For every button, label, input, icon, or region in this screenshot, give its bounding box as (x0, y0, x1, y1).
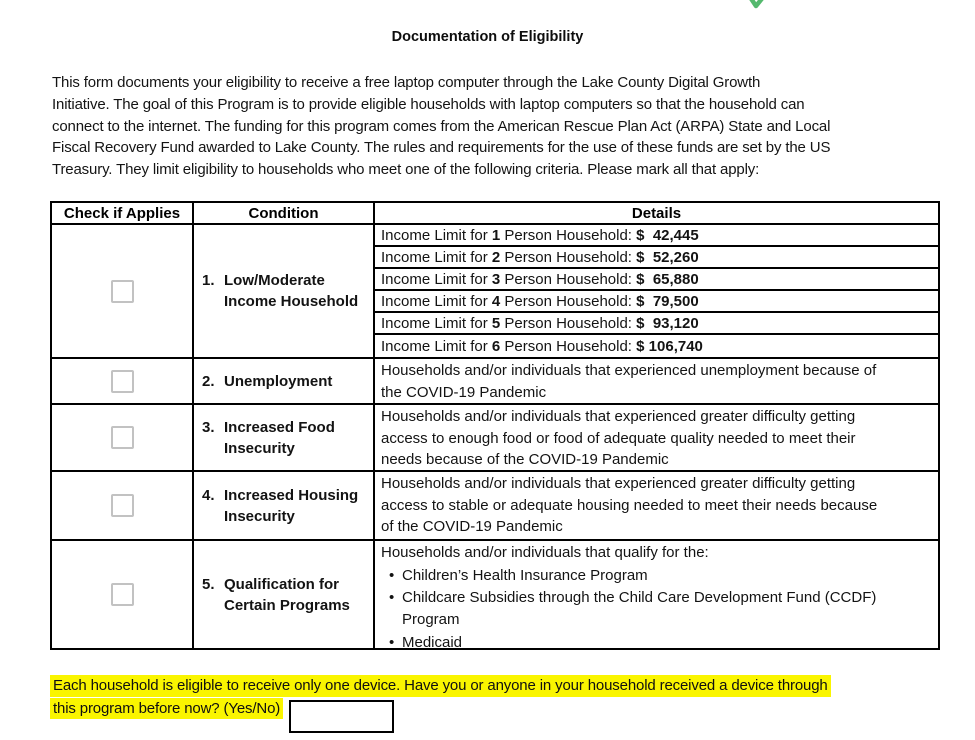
header-details: Details (631, 204, 682, 222)
income-limit-text: Income Limit for (381, 337, 488, 355)
details-cell (375, 472, 938, 539)
details-line: of the COVID-19 Pandemic (381, 518, 563, 536)
income-amount: $ 79,500 (636, 292, 699, 310)
table-row (52, 405, 938, 472)
income-amount: $ 93,120 (636, 314, 699, 332)
header-condition: Condition (194, 203, 375, 223)
bullet-icon: • (389, 633, 395, 651)
intro-line: This form documents your eligibility to receive a free laptop computer through the Lake County Digital Growth (52, 74, 761, 91)
income-amount: $ 42,445 (636, 226, 699, 244)
income-amount: $ 52,260 (636, 248, 699, 266)
intro-line: Fiscal Recovery Fund awarded to Lake County. The rules and requirements for the use of these funds are set by the US (52, 139, 831, 157)
income-limit-row (375, 335, 938, 357)
intro-line: connect to the internet. The funding for this program comes from the American Rescue Plan Act (ARPA) State and Local (52, 117, 831, 135)
condition-cell (194, 472, 375, 539)
bullet-text: Children’s Health Insurance Program (402, 566, 648, 584)
check-cell (52, 225, 194, 357)
condition-number: 5. (202, 575, 215, 593)
check-cell (52, 541, 194, 648)
device-question-section (50, 675, 831, 733)
household-size: 2 (491, 248, 501, 266)
income-limit-row (375, 247, 938, 269)
details-line: access to enough food or food of adequate quality needed to meet their (381, 429, 856, 447)
condition-cell (194, 359, 375, 403)
condition-text: Insecurity (224, 439, 295, 457)
page-title: Documentation of Eligibility (391, 29, 584, 45)
condition-text: Certain Programs (224, 596, 350, 614)
income-limit-row (375, 269, 938, 291)
condition-text: Increased Food (224, 418, 335, 436)
income-limit-text: Person Household: (504, 314, 632, 332)
income-limit-text: Person Household: (504, 292, 632, 310)
income-limit-text: Income Limit for (381, 314, 488, 332)
checkbox-condition-4[interactable] (111, 494, 134, 517)
income-limit-text: Person Household: (504, 248, 632, 266)
income-limit-text: Income Limit for (381, 270, 488, 288)
highlighted-question-line: Each household is eligible to receive only one device. Have you or anyone in your household received a device through (50, 675, 831, 697)
details-line: access to stable or adequate housing needed to meet their needs because (381, 496, 878, 514)
details-cell (375, 405, 938, 470)
details-cell (375, 225, 938, 357)
details-line: Households and/or individuals that experienced greater difficulty getting (381, 408, 856, 425)
condition-text: Qualification for (224, 575, 340, 593)
details-line: Households and/or individuals that experienced greater difficulty getting (381, 475, 856, 492)
table-row (52, 472, 938, 541)
checkbox-condition-1[interactable] (111, 280, 134, 303)
condition-number: 4. (202, 486, 215, 504)
table-row (52, 359, 938, 405)
condition-text: Increased Housing (224, 486, 359, 504)
details-line: Households and/or individuals that experienced unemployment because of (381, 362, 877, 379)
bullet-text: Childcare Subsidies through the Child Care Development Fund (CCDF) (402, 589, 877, 607)
table-row (52, 541, 938, 651)
intro-line: Treasury. They limit eligibility to households who meet one of the following criteria. Please mark all that apply: (52, 161, 760, 179)
details-cell (375, 541, 938, 651)
household-size: 6 (491, 337, 501, 355)
check-cell (52, 472, 194, 539)
condition-label (194, 270, 358, 312)
income-limit-text: Income Limit for (381, 248, 488, 266)
check-cell (52, 359, 194, 403)
table-header-row (52, 203, 938, 225)
bullet-text: Program (402, 611, 460, 629)
bullet-icon: • (389, 589, 395, 607)
income-limit-text: Person Household: (504, 226, 632, 244)
income-limit-text: Person Household: (504, 337, 632, 355)
household-size: 1 (491, 226, 501, 244)
condition-cell (194, 225, 375, 357)
checkmark-icon (748, 0, 766, 9)
header-check-if-applies: Check if Applies (52, 203, 194, 223)
income-amount: $ 106,740 (636, 337, 703, 355)
income-limit-text: Person Household: (504, 270, 632, 288)
household-size: 3 (491, 270, 501, 288)
yes-no-answer-input[interactable] (289, 700, 394, 733)
income-limit-row (375, 313, 938, 335)
bullet-item (375, 587, 938, 630)
checkbox-condition-2[interactable] (111, 370, 134, 393)
condition-number: 2. (202, 372, 215, 390)
income-limit-text: Income Limit for (381, 226, 488, 244)
condition-cell (194, 541, 375, 648)
details-line: the COVID-19 Pandemic (381, 383, 547, 401)
bullet-item (375, 565, 938, 587)
condition-label (194, 371, 332, 392)
condition-text: Unemployment (224, 372, 333, 390)
income-limit-row (375, 291, 938, 313)
bullet-text: Medicaid (402, 633, 463, 651)
check-cell (52, 405, 194, 470)
household-size: 5 (491, 314, 501, 332)
condition-text: Income Household (224, 293, 359, 310)
household-size: 4 (491, 292, 501, 310)
condition-cell (194, 405, 375, 470)
eligibility-table (50, 201, 940, 650)
checkbox-condition-5[interactable] (111, 583, 134, 606)
condition-text: Low/Moderate (224, 272, 325, 289)
income-amount: $ 65,880 (636, 270, 699, 288)
intro-paragraph (52, 72, 830, 181)
details-line: Households and/or individuals that qualify for the: (381, 544, 709, 561)
income-limit-row (375, 225, 938, 247)
highlighted-question-line: this program before now? (Yes/No) (50, 698, 283, 720)
checkbox-condition-3[interactable] (111, 426, 134, 449)
bullet-icon: • (389, 566, 395, 584)
table-row (52, 225, 938, 359)
intro-line: Initiative. The goal of this Program is to provide eligible households with laptop computers so that the household can (52, 95, 805, 113)
details-line: needs because of the COVID-19 Pandemic (381, 451, 669, 469)
condition-number: 3. (202, 418, 215, 436)
bullet-item (375, 632, 938, 654)
condition-number: 1. (202, 272, 215, 289)
condition-label (194, 574, 350, 616)
condition-text: Insecurity (224, 507, 295, 525)
condition-label (194, 485, 358, 527)
income-limit-text: Income Limit for (381, 292, 488, 310)
condition-label (194, 417, 335, 459)
details-cell (375, 359, 938, 403)
